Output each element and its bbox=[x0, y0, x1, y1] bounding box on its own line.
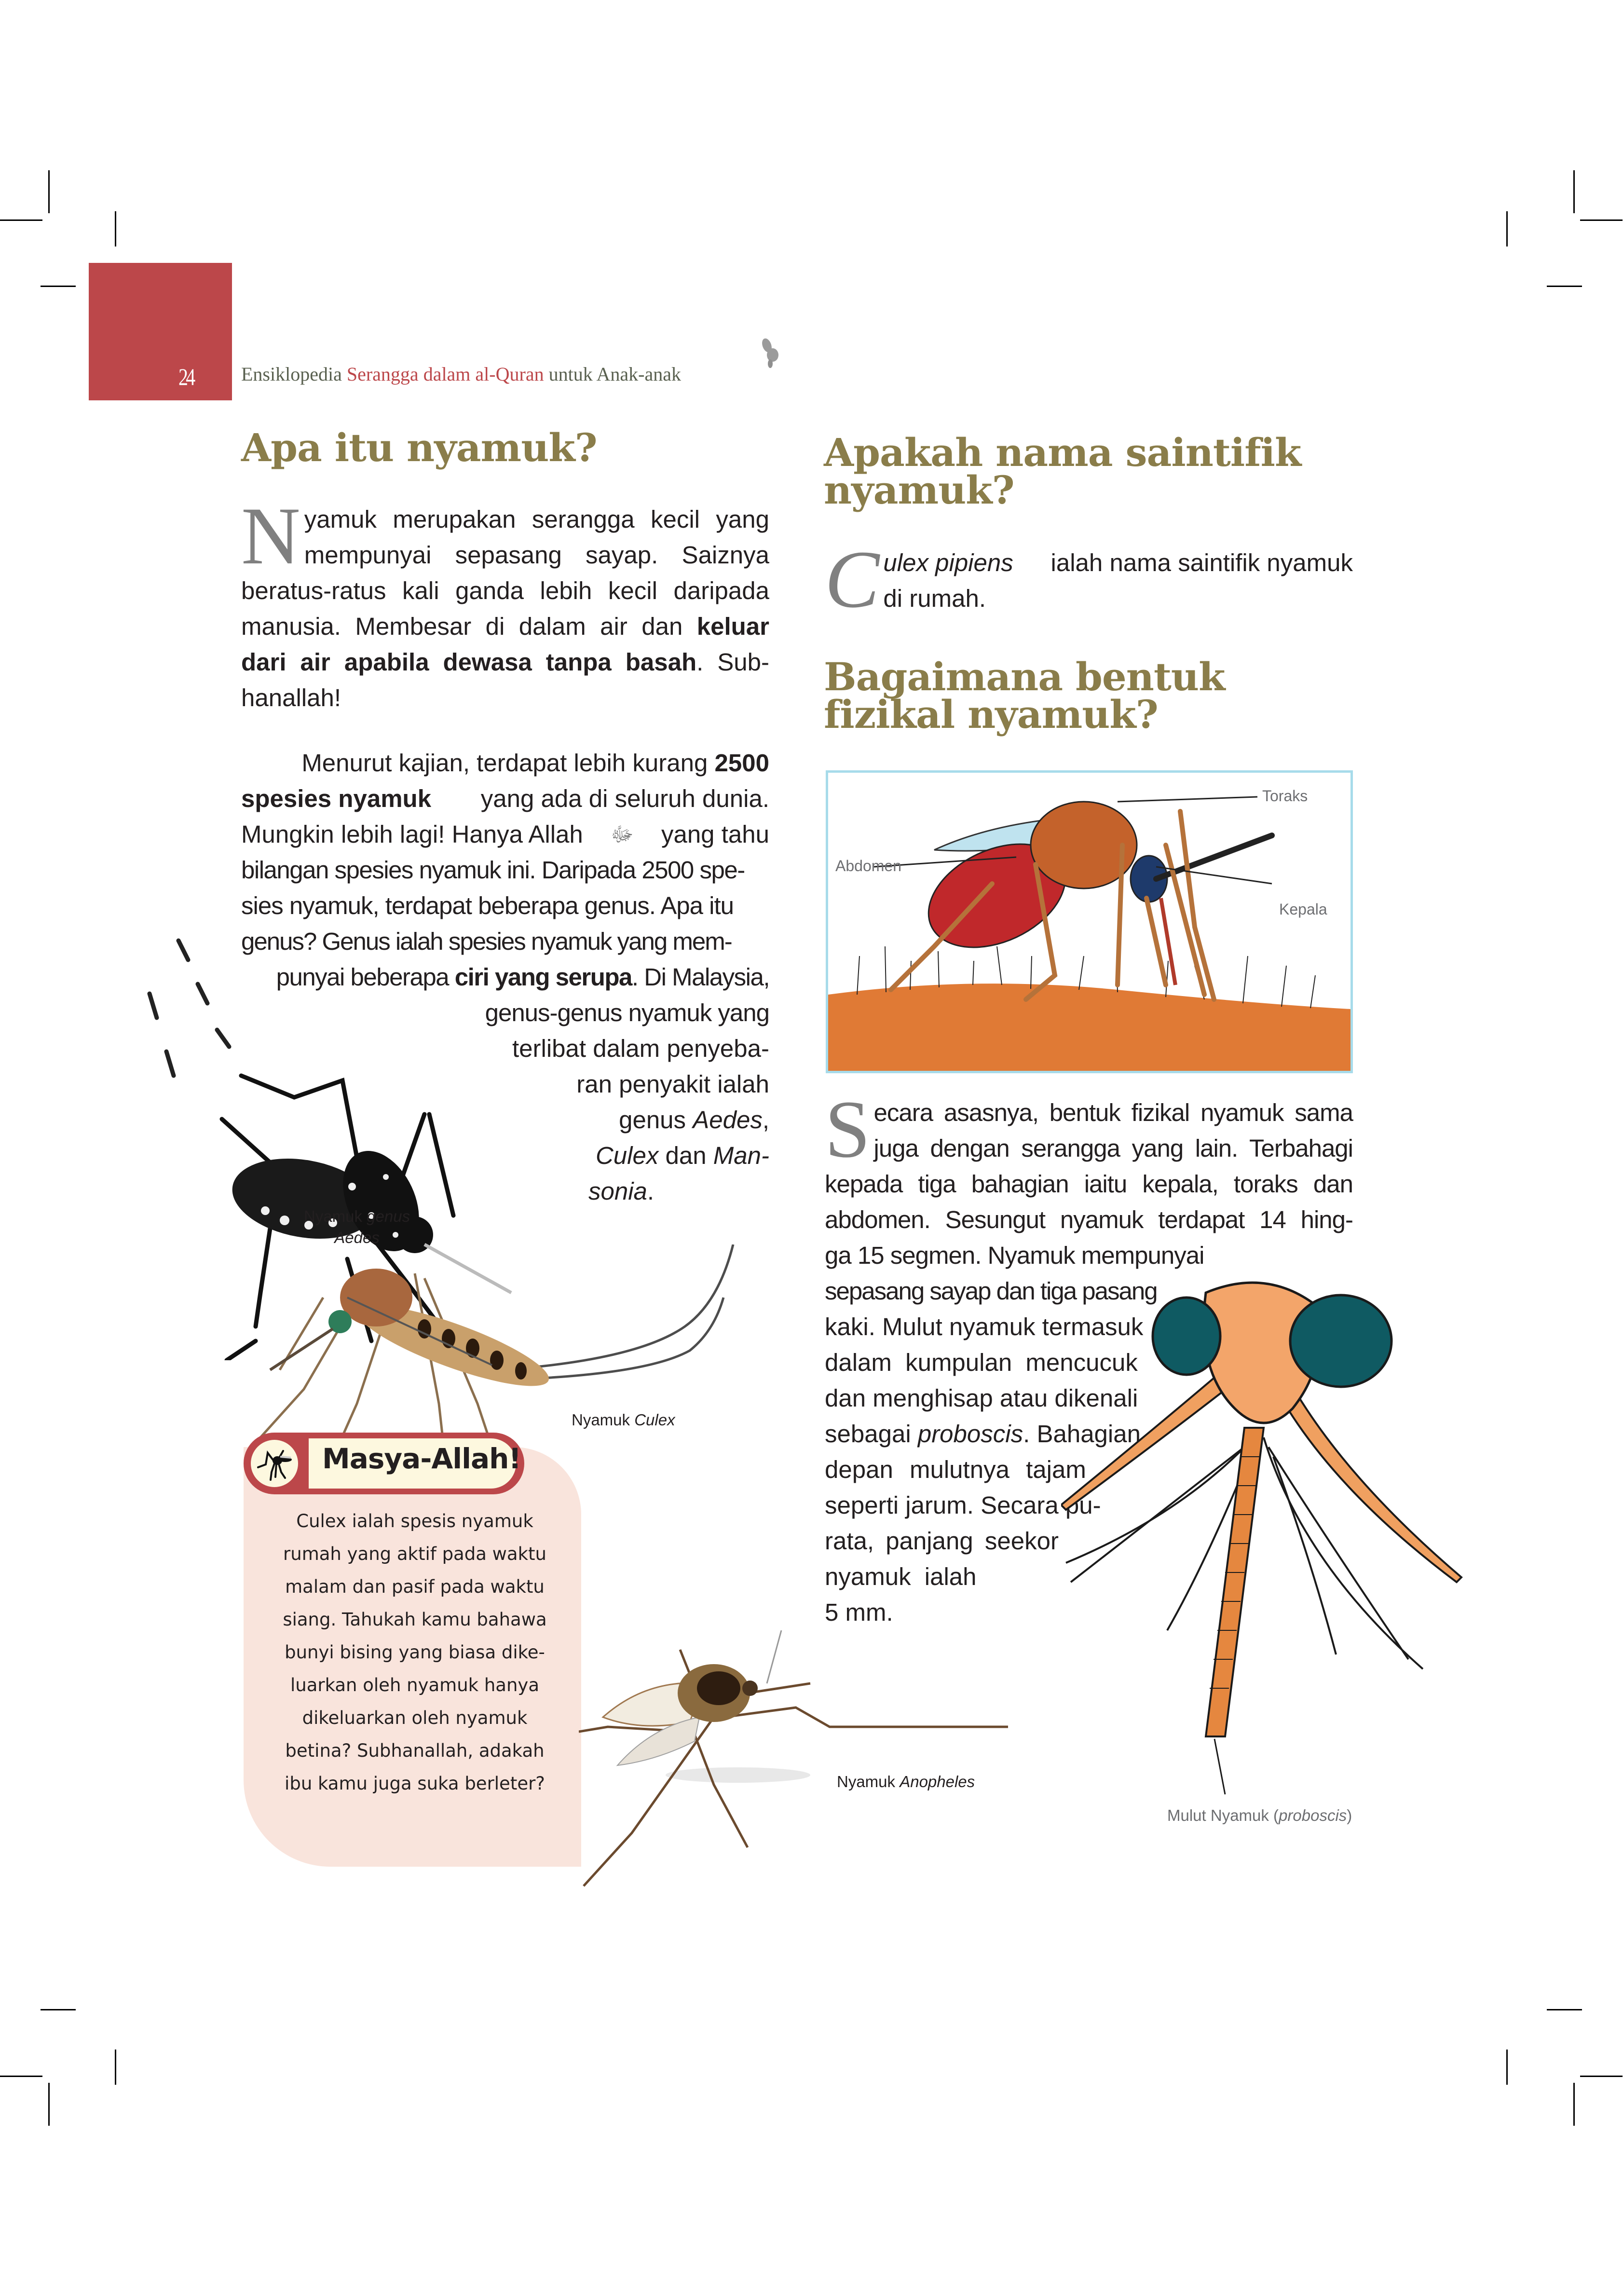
running-header-part2: untuk Anak-anak bbox=[544, 363, 681, 385]
text-line: kepada tiga bahagian iaitu kepala, toraks dan bbox=[825, 1170, 1353, 1198]
text-line: ga 15 segmen. Nyamuk mempunyai bbox=[825, 1242, 1204, 1269]
text-line bbox=[241, 817, 769, 852]
italic-text: Culex bbox=[595, 1142, 659, 1169]
text-line: ran penyakit ialah bbox=[576, 1070, 769, 1098]
text-line: 5 mm. bbox=[825, 1599, 893, 1626]
text-span: punyai beberapa bbox=[276, 963, 455, 991]
callout-text bbox=[260, 1505, 569, 1800]
caption-italic: Aedes bbox=[334, 1229, 380, 1246]
running-header bbox=[241, 363, 681, 385]
caption-text: Nyamuk bbox=[304, 1207, 367, 1225]
callout-line: luarkan oleh nyamuk hanya bbox=[290, 1675, 539, 1695]
callout-line: rumah yang aktif pada waktu bbox=[283, 1544, 546, 1564]
crop-mark bbox=[1573, 170, 1575, 213]
caption-text: Nyamuk bbox=[837, 1773, 900, 1790]
callout-line: dikeluarkan oleh nyamuk bbox=[302, 1708, 528, 1728]
bold-text: 2500 bbox=[714, 749, 769, 777]
text-line: sepasang sayap dan tiga pasang bbox=[825, 1277, 1157, 1305]
text-line: juga dengan serangga yang lain. Terbahagi bbox=[873, 1134, 1353, 1162]
text-line: depan mulutnya tajam bbox=[825, 1456, 1086, 1483]
bold-text: keluar bbox=[696, 613, 769, 640]
paragraph-intro bbox=[241, 491, 769, 716]
anopheles-mosquito-image bbox=[579, 1630, 1013, 1900]
text-span: yang ada di seluruh dunia. bbox=[480, 785, 769, 812]
bold-text: spesies nyamuk bbox=[241, 785, 432, 812]
text-span: dan bbox=[658, 1142, 713, 1169]
heading-line: Apakah nama saintifik bbox=[824, 430, 1301, 475]
heading-line: nyamuk? bbox=[824, 467, 1014, 513]
page-number: 24 bbox=[178, 363, 193, 390]
mosquito-anatomy-diagram bbox=[826, 770, 1353, 1073]
text-line bbox=[241, 781, 769, 817]
bold-text: dari air apabila dewasa tanpa basah bbox=[241, 648, 697, 676]
label-kepala: Kepala bbox=[1279, 901, 1327, 918]
callout-line: bunyi bising yang biasa dike- bbox=[285, 1642, 545, 1663]
caption-text: Mulut Nyamuk ( bbox=[1167, 1806, 1279, 1824]
text-span: ialah nama saintifik nyamuk bbox=[1050, 549, 1353, 576]
callout-line: malam dan pasif pada waktu bbox=[285, 1576, 545, 1597]
text-line: hanallah! bbox=[241, 684, 341, 711]
text-line: kaki. Mulut nyamuk termasuk bbox=[825, 1313, 1144, 1340]
crop-mark bbox=[41, 2009, 76, 2010]
crop-mark bbox=[1573, 2083, 1575, 2126]
text-span: genus bbox=[619, 1106, 693, 1134]
text-line: dan menghisap atau dikenali bbox=[825, 1384, 1138, 1412]
mosquito-head-proboscis-image bbox=[1061, 1273, 1495, 1843]
caption-aedes bbox=[304, 1206, 410, 1248]
text-line: dalam kumpulan mencucuk bbox=[825, 1349, 1138, 1376]
dropcap-s: S bbox=[825, 1084, 870, 1175]
crop-mark bbox=[1547, 2009, 1582, 2010]
text-line: abdomen. Sesungut nyamuk terdapat 14 hing- bbox=[825, 1206, 1353, 1233]
text-span: Mungkin lebih lagi! Hanya Allah bbox=[241, 820, 583, 848]
text-span: . Di Malaysia, bbox=[631, 963, 769, 991]
crop-mark bbox=[1580, 219, 1623, 221]
crop-mark bbox=[1580, 2076, 1623, 2077]
crop-mark bbox=[48, 2083, 50, 2126]
caption-italic: proboscis bbox=[1279, 1806, 1347, 1824]
text-line bbox=[301, 745, 769, 781]
text-line: terlibat dalam penyeba- bbox=[512, 1035, 769, 1062]
caption-culex bbox=[572, 1411, 675, 1429]
text-line: genus? Genus ialah spesies nyamuk yang mem- bbox=[241, 928, 732, 955]
crop-mark bbox=[1506, 2050, 1508, 2085]
italic-text: Aedes bbox=[693, 1106, 763, 1134]
heading-bentuk-fizikal bbox=[824, 656, 1225, 735]
text-line bbox=[619, 1102, 769, 1138]
text-line: beratus-ratus kali ganda lebih kecil daripada bbox=[241, 577, 769, 604]
text-line bbox=[883, 545, 1353, 581]
caption-italic: genus bbox=[367, 1207, 410, 1225]
text-line: bilangan spesies nyamuk ini. Daripada 2500 spe- bbox=[241, 856, 745, 884]
text-line: di rumah. bbox=[883, 585, 986, 612]
heading-line: fizikal nyamuk? bbox=[824, 692, 1158, 737]
mosquito-anatomy-illustration bbox=[828, 773, 1350, 1071]
callout-line: betina? Subhanallah, adakah bbox=[285, 1740, 545, 1761]
text-line: nyamuk ialah bbox=[825, 1563, 977, 1590]
text-line: ecara asasnya, bentuk fizikal nyamuk sama bbox=[873, 1099, 1353, 1126]
italic-text: sonia bbox=[588, 1177, 647, 1205]
butterfly-icon bbox=[758, 338, 782, 369]
text-span: . Bahagian bbox=[1023, 1420, 1141, 1448]
caption-italic: Culex bbox=[634, 1411, 675, 1429]
heading-apa-itu-nyamuk: Apa itu nyamuk? bbox=[241, 425, 597, 470]
caption-text: ) bbox=[1347, 1806, 1352, 1824]
text-span: sebagai bbox=[825, 1420, 918, 1448]
callout-line: ibu kamu juga suka berleter? bbox=[285, 1773, 545, 1794]
text-line: rata, panjang seekor bbox=[825, 1527, 1059, 1555]
text-line: seperti jarum. Secara pu- bbox=[825, 1491, 1101, 1519]
crop-mark bbox=[115, 211, 116, 246]
allah-honorific-symbol: ﷻ bbox=[611, 822, 634, 846]
crop-mark bbox=[1506, 211, 1508, 246]
text-span: yang tahu bbox=[661, 820, 769, 848]
caption-text: Nyamuk bbox=[572, 1411, 635, 1429]
dropcap-c: C bbox=[825, 534, 880, 625]
text-line: genus-genus nyamuk yang bbox=[485, 999, 769, 1026]
italic-text: proboscis bbox=[917, 1420, 1023, 1448]
text-span: . bbox=[647, 1177, 655, 1205]
page-number-tab bbox=[89, 263, 232, 400]
italic-text: ulex pipiens bbox=[883, 549, 1013, 576]
text-line bbox=[596, 1138, 769, 1174]
text-line: . Sub- bbox=[696, 648, 769, 676]
crop-mark bbox=[115, 2050, 116, 2085]
running-header-part1: Ensiklopedia bbox=[241, 363, 347, 385]
callout-line: siang. Tahukah kamu bahawa bbox=[283, 1609, 547, 1630]
heading-nama-saintifik bbox=[824, 432, 1301, 511]
text-line: yamuk merupakan serangga kecil yang bbox=[304, 506, 769, 533]
dropcap-n: N bbox=[241, 491, 300, 581]
bold-text: ciri yang serupa bbox=[454, 963, 632, 991]
callout-line: Culex ialah spesis nyamuk bbox=[296, 1511, 533, 1531]
text-line: mempunyai sepasang sayap. Saiznya bbox=[304, 541, 769, 569]
crop-mark bbox=[41, 286, 76, 287]
label-toraks: Toraks bbox=[1262, 787, 1308, 805]
caption-proboscis bbox=[1167, 1806, 1352, 1825]
italic-text: Man- bbox=[713, 1142, 769, 1169]
mosquito-icon bbox=[253, 1442, 297, 1486]
culex-mosquito-image bbox=[203, 1244, 820, 1447]
heading-line: Bagaimana bentuk bbox=[824, 654, 1225, 699]
caption-italic: Anopheles bbox=[900, 1773, 975, 1790]
label-abdomen: Abdomen bbox=[835, 857, 901, 875]
text-line: manusia. Membesar di dalam air dan bbox=[241, 613, 697, 640]
crop-mark bbox=[0, 2076, 42, 2077]
text-line: sies nyamuk, terdapat beberapa genus. Apa itu bbox=[241, 892, 734, 919]
crop-mark bbox=[48, 170, 50, 213]
running-header-accent: Serangga dalam al-Quran bbox=[346, 363, 544, 385]
crop-mark bbox=[1547, 286, 1582, 287]
text-span: , bbox=[762, 1106, 769, 1134]
caption-anopheles bbox=[837, 1773, 975, 1791]
crop-mark bbox=[0, 219, 42, 221]
text-line bbox=[588, 1174, 654, 1209]
text-span: Menurut kajian, terdapat lebih kurang bbox=[301, 749, 715, 777]
callout-title: Masya-Allah! bbox=[322, 1442, 521, 1475]
paragraph-scientific-name bbox=[825, 534, 1353, 625]
